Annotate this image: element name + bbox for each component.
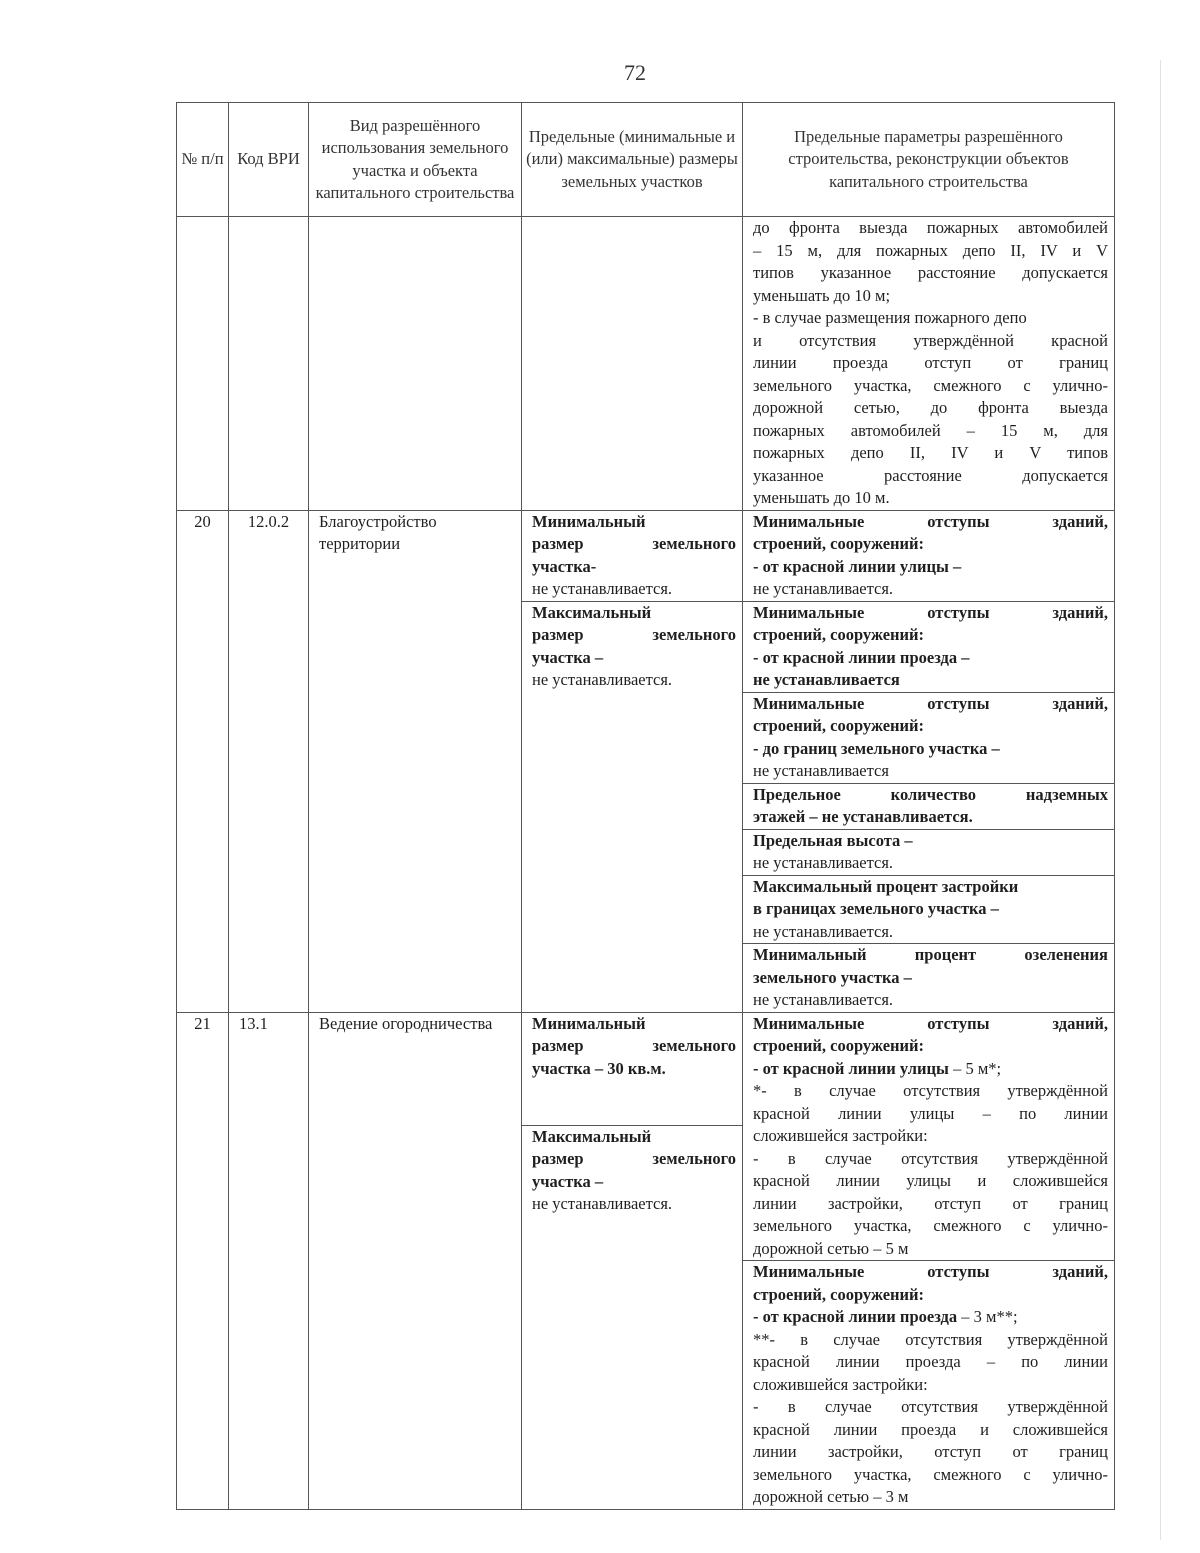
cont-params: до фронта выезда пожарных автомобилей – 15 м, для пожарных депо II, IV и V типов указанное расстояние допускается уменьшать до 10 м; - в случае размещения пожарного депо и отсутствия утверждённой красной линии проезда отступ от границ земельного участка, смежного с улично- дорожной сетью, до фронта выезда пожарных автомобилей – 15 м, для пожарных депо II, IV и V типов указанное расстояние допускается уменьшать до 10 м.	[743, 217, 1115, 511]
header-size: Предельные (минимальные и (или) максимальные) размеры земельных участков	[522, 103, 743, 217]
row20-min-size: Минимальный размер земельного участка- не устанавливается.	[522, 510, 743, 601]
row20-params-1: Минимальные отступы зданий, строений, сооружений: - от красной линии улицы – не устанавливается.	[743, 510, 1115, 601]
page-number: 72	[624, 60, 646, 85]
row21-min-size: Минимальный размер земельного участка – 30 кв.м.	[522, 1012, 743, 1125]
row20-params-5: Предельная высота – не устанавливается.	[743, 829, 1115, 875]
page-edge-line	[1160, 60, 1161, 1540]
row21-max-size: Максимальный размер земельного участка – не устанавливается.	[522, 1125, 743, 1509]
table-row-continuation	[177, 217, 1115, 511]
row20-type: Благоустройство территории	[309, 510, 522, 1012]
row20-max-size: Максимальный размер земельного участка – не устанавливается.	[522, 601, 743, 1012]
row20-num: 20	[177, 510, 229, 1012]
row20-params-6: Максимальный процент застройки в границах земельного участка – не устанавливается.	[743, 875, 1115, 944]
row20-params-2: Минимальные отступы зданий, строений, сооружений: - от красной линии проезда – не устанавливается	[743, 601, 1115, 692]
row21-num: 21	[177, 1012, 229, 1509]
row20-code: 12.0.2	[229, 510, 309, 1012]
row21-params-1: Минимальные отступы зданий, строений, сооружений: - от красной линии улицы – 5 м*; *- в случае отсутствия утверждённой красной линии улицы – по линии сложившейся застройки: - в случае отсутствия утверждённой красной линии улицы и сложившейся линии застройки, отступ от границ земельного участка, смежного с улично- дорожной сетью – 5 м	[743, 1012, 1115, 1261]
row20-params-4: Предельное количество надземных этажей – не устанавливается.	[743, 783, 1115, 829]
header-type: Вид разрешённого использования земельного участка и объекта капитального строительства	[309, 103, 522, 217]
table-row-21	[177, 1012, 1115, 1125]
row21-type: Ведение огородничества	[309, 1012, 522, 1509]
zoning-table	[176, 102, 1115, 1510]
header-code: Код ВРИ	[229, 103, 309, 217]
row21-params-2: Минимальные отступы зданий, строений, сооружений: - от красной линии проезда – 3 м**; **- в случае отсутствия утверждённой красной линии проезда – по линии сложившейся застройки: - в случае отсутствия утверждённой красной линии проезда и сложившейся линии застройки, отступ от границ земельного участка, смежного с улично- дорожной сетью – 3 м	[743, 1261, 1115, 1510]
table-row-20	[177, 510, 1115, 601]
row20-params-7: Минимальный процент озеленения земельного участка – не устанавливается.	[743, 944, 1115, 1013]
header-params: Предельные параметры разрешённого строительства, реконструкции объектов капитального строительства	[743, 103, 1115, 217]
row20-params-3: Минимальные отступы зданий, строений, сооружений: - до границ земельного участка – не устанавливается	[743, 692, 1115, 783]
row21-code: 13.1	[229, 1012, 309, 1509]
header-num: № п/п	[177, 103, 229, 217]
table-header-row	[177, 103, 1115, 217]
